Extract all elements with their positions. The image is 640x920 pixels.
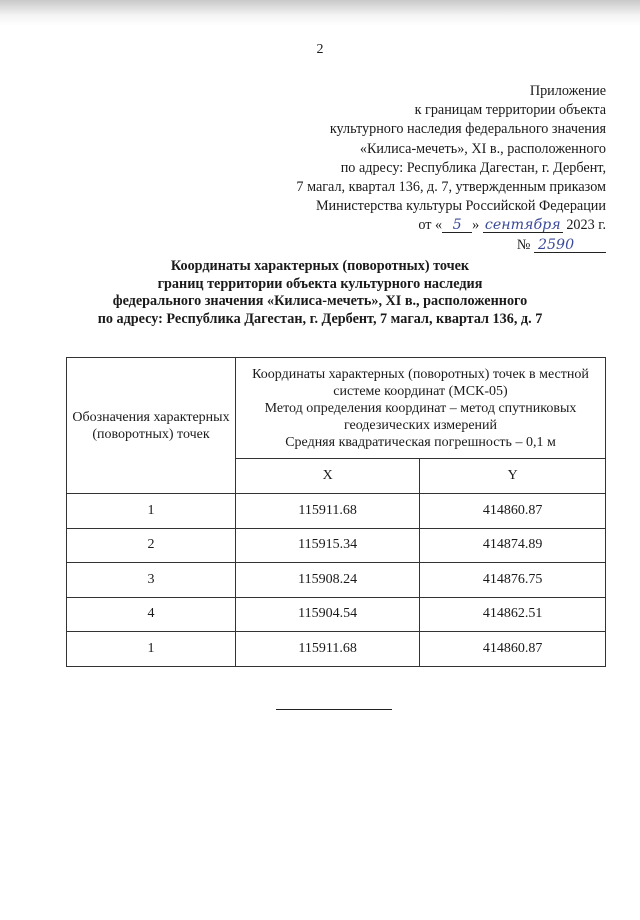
date-mid: » <box>472 217 480 234</box>
appendix-line: к границам территории объекта <box>414 102 606 119</box>
scan-edge <box>0 0 640 26</box>
cell-point: 1 <box>67 632 236 667</box>
heading-line: по адресу: Республика Дагестан, г. Дербент, 7 магал, квартал 136, д. 7 <box>97 310 543 327</box>
cell-x: 115915.34 <box>236 528 420 563</box>
coordinates-table <box>66 357 606 667</box>
heading-line: Координаты характерных (поворотных) точек <box>170 258 470 274</box>
header-system-line: Средняя квадратическая погрешность – 0,1 м <box>285 434 556 450</box>
header-y: Y <box>420 459 606 494</box>
header-system-line: Координаты характерных (поворотных) точек в местной системе координат (МСК-05) <box>252 366 589 399</box>
cell-y: 414874.89 <box>420 528 606 563</box>
appendix-line: Министерства культуры Российской Федерации <box>315 198 606 215</box>
closing-line <box>276 709 392 710</box>
cell-x: 115911.68 <box>236 494 420 529</box>
table-row <box>67 563 606 598</box>
header-x: X <box>236 459 420 494</box>
handwritten-day: 5 <box>442 218 472 233</box>
table-row <box>67 597 606 632</box>
order-number <box>186 236 606 255</box>
cell-y: 414860.87 <box>420 632 606 667</box>
date-prefix: от « <box>418 217 443 234</box>
cell-point: 4 <box>67 597 236 632</box>
order-date <box>186 216 606 235</box>
cell-point: 3 <box>67 563 236 598</box>
appendix-line: культурного наследия федерального значения <box>329 121 606 138</box>
handwritten-number: 2590 <box>534 238 606 253</box>
date-year: 2023 г. <box>566 217 606 234</box>
cell-x: 115911.68 <box>236 632 420 667</box>
appendix-line: по адресу: Республика Дагестан, г. Дербент, <box>340 159 606 176</box>
header-designation: Обозначения характерных (поворотных) точек <box>67 358 236 494</box>
header-coordinate-system <box>236 358 606 459</box>
appendix-block <box>186 82 606 255</box>
appendix-line: «Килиса-мечеть», XI в., расположенного <box>359 140 606 157</box>
heading-line: федерального значения «Килиса-мечеть», XI в., расположенного <box>112 293 528 309</box>
cell-x: 115908.24 <box>236 563 420 598</box>
page-number: 2 <box>316 42 324 57</box>
handwritten-month: сентября <box>483 218 563 233</box>
appendix-line: 7 магал, квартал 136, д. 7, утвержденным приказом <box>296 179 606 196</box>
cell-point: 1 <box>67 494 236 529</box>
number-prefix: № <box>516 236 531 253</box>
table-row <box>67 528 606 563</box>
cell-y: 414876.75 <box>420 563 606 598</box>
heading-line: границ территории объекта культурного наследия <box>157 275 483 292</box>
cell-x: 115904.54 <box>236 597 420 632</box>
document-heading <box>60 258 580 328</box>
cell-y: 414860.87 <box>420 494 606 529</box>
cell-point: 2 <box>67 528 236 563</box>
appendix-line: Приложение <box>529 83 606 99</box>
table-row <box>67 632 606 667</box>
cell-y: 414862.51 <box>420 597 606 632</box>
table-row <box>67 494 606 529</box>
header-system-line: Метод определения координат – метод спутниковых геодезических измерений <box>264 400 577 433</box>
